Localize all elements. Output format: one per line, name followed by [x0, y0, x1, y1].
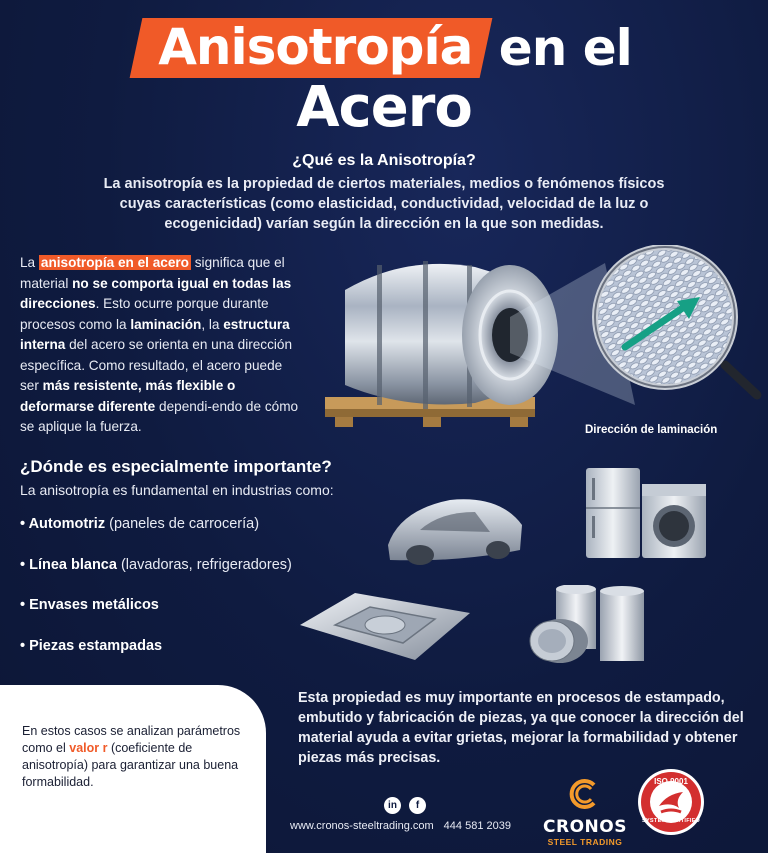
- para-bold: más resistente, más flexible o deformarse diferente: [20, 378, 236, 414]
- card-text-part: (coeficiente de anisotropía) para garantizar una buena formabilidad.: [22, 741, 239, 789]
- para-text: del acero se orienta en una dirección específica. Como resultado, el acero puede ser: [20, 337, 293, 393]
- coil-caption: Dirección de laminación: [585, 424, 718, 436]
- title-highlight-box: [130, 18, 493, 78]
- para-bold: estructura interna: [20, 316, 290, 352]
- logo-name: CRONOS: [543, 817, 627, 837]
- steel-coil-illustration: [305, 245, 765, 440]
- facebook-icon[interactable]: f: [409, 797, 426, 814]
- footer-contact: [290, 820, 511, 832]
- intro-question: ¿Qué es la Anisotropía?: [292, 152, 476, 169]
- card-text: [22, 723, 252, 791]
- bullet-bold: • Envases metálicos: [20, 597, 159, 613]
- cronos-logo: [540, 778, 630, 847]
- bullet-bold: • Piezas estampadas: [20, 637, 163, 654]
- list-item: [20, 516, 350, 557]
- stamped-part-image: [295, 585, 475, 665]
- website-link[interactable]: www.cronos-steeltrading.com: [290, 820, 434, 832]
- iso-seal: [637, 768, 705, 836]
- closing-paragraph: Esta propiedad es muy importante en procesos de estampado, embutido y fabricación de piezas, ya que conocer la dirección del material ayuda a evitar grietas, mejorar la formabilidad y obtener piezas más precisas.: [298, 690, 744, 766]
- bullet-rest: (paneles de carrocería): [105, 516, 260, 532]
- logo-subtitle: STEEL TRADING: [547, 837, 623, 847]
- title-row-2: [0, 75, 768, 140]
- bullet-bold: • Línea blanca: [20, 556, 117, 573]
- where-question: ¿Dónde es especialmente importante?: [20, 457, 332, 476]
- para-text: significa que el material: [20, 255, 285, 291]
- highlight-term: anisotropía en el acero: [40, 255, 189, 270]
- where-intro: La anisotropía es fundamental en industrias como:: [20, 482, 334, 498]
- intro-text: La anisotropía es la propiedad de ciertos materiales, medios o fenómenos físicos cuyas características (como elasticidad, conductividad, velocidad de la luz o ecogenicidad) varían según la dirección en la que son medidas.: [103, 176, 665, 232]
- seal-top-text: ISO 9001: [654, 777, 688, 786]
- r-value-term: valor r: [69, 741, 108, 755]
- social-icons: [384, 797, 426, 814]
- phone-number: 444 581 2039: [443, 820, 511, 832]
- para-text: . Esto ocurre porque durante procesos como la: [20, 296, 269, 332]
- left-paragraph: [20, 253, 300, 438]
- metal-cans-image: [520, 585, 650, 667]
- para-text: dependi-endo de cómo se aplique la fuerza.: [20, 398, 299, 434]
- title-row: [0, 18, 768, 78]
- card-text-part: En estos casos se analizan parámetros como el: [22, 724, 241, 755]
- bullet-rest: (lavadoras, refrigeradores): [116, 556, 292, 573]
- magnifier-icon: [725, 365, 757, 395]
- title-line2: Acero: [296, 75, 472, 140]
- para-bold: no se comporta igual en todas las direcciones: [20, 275, 292, 311]
- bullet-bold: • Automotriz: [20, 516, 106, 532]
- para-text: , la: [201, 316, 224, 332]
- appliances-image: [582, 466, 710, 560]
- title-highlight-text: Anisotropía: [158, 18, 473, 76]
- title-rest-text: en el: [498, 19, 632, 77]
- car-panel-image: [380, 490, 530, 570]
- para-bold: laminación: [130, 316, 202, 332]
- linkedin-icon[interactable]: in: [384, 797, 401, 814]
- para-text: La: [20, 255, 39, 270]
- info-card: [0, 685, 266, 853]
- cronos-logo-mark: [568, 778, 602, 810]
- seal-bottom-text: SYSTEM CERTIFIED: [642, 818, 700, 824]
